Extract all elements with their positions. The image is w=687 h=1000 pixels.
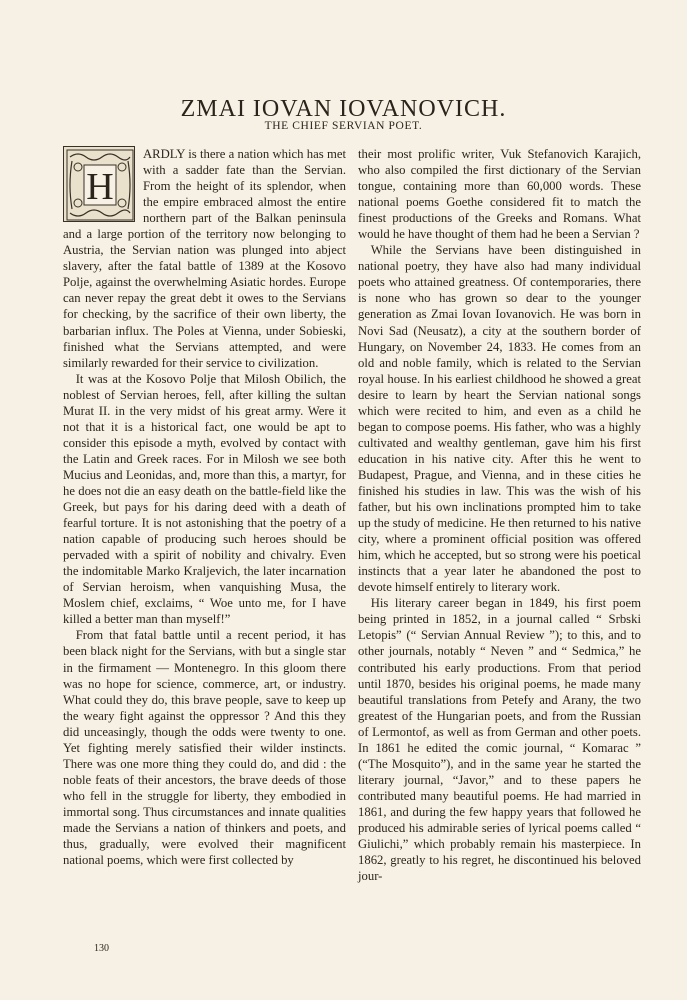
page-number: 130 [94,943,109,954]
right-column [358,146,641,884]
article-title: ZMAI IOVAN IOVANOVICH. [180,96,507,123]
initial-letter: H [86,166,114,208]
left-column [63,146,346,868]
ornament-icon [64,147,136,223]
paragraph: His literary career began in 1849, his first poem being printed in 1852, in a journal called “ Srbski Letopis” (“ Servian Annual Review ”); to this, and to other journals, notably “ Neven ” and “ Sedmica,” he contributed his early productions. From that period until 1870, besides his original poems, he made many beautiful translations from Petefy and Arany, the two greatest of the Hungarian poets, and from the Russian of Lermontof, as well as from German and other poets. In 1861 he edited the comic journal, “ Komarac ” (“The Mosquito”), and in the same year he started the literary journal, “Javor,” and to these papers he contributed many beautiful poems. He had married in 1861, and during the few happy years that followed he produced his admirable series of lyrical poems called “ Giulichi,” which probably remain his masterpiece. In 1862, greatly to his regret, he discontinued his beloved jour- [358,596,641,884]
decorated-initial [63,146,135,222]
paragraph: From that fatal battle until a recent period, it has been black night for the Servians, with but a single star in the firmament — Montenegro. In this gloom there was no hope for science, commerce, art, or industry. What could they do, this brave people, save to keep up the weary fight against the oppressor ? And this they did unceasingly, though the odds were twenty to one. Yet fighting merely satisfied their wilder instincts. There was one more thing they could do, and did : the noble feats of their ancestors, the brave deeds of those who fell in the struggle for liberty, they embodied in immortal song. Thus circumstances and innate qualities made the Servians a nation of thinkers and poets, and thus, gradually, were evolved their magnificent national poems, which were first collected by [63,628,346,868]
paragraph: While the Servians have been distinguished in national poetry, they have also had many individual poets who attained greatness. Of contemporaries, there is none who has grown so dear to the younger generation as Zmai Iovan Iovanovich. He was born in Novi Sad (Neusatz), a city at the southern border of Hungary, on November 24, 1833. He comes from an old and noble family, which is related to the Servian royal house. In his earliest childhood he showed a great desire to learn by heart the Servian national songs which were recited to him, and even as a child he began to compose poems. His father, who was a highly cultivated and wealthy gentleman, gave him his first education in his native city. After this he went to Budapest, Prague, and Vienna, and in these cities he finished his studies in law. This was the wish of his father, but his own inclinations prompted him to take up the study of medicine. He then returned to his native city, where a prominent official position was offered him, which he accepted, but so strong were his poetical instincts that a year later he abandoned the post to devote himself entirely to literary work. [358,243,641,595]
paragraph: It was at the Kosovo Polje that Milosh Obilich, the noblest of Servian heroes, fell, after killing the sultan Murat II. in the very midst of his great army. Were it not that it is a historical fact, one would be apt to consider this episode a myth, evolved by contact with the Latin and Greek races. For in Milosh we see both Mucius and Leonidas, and, more than this, a martyr, for he does not die an easy death on the battle-field like the Greek, but pays for his daring deed with a death of fearful torture. It is not astonishing that the poetry of a nation capable of producing such heroes should be pervaded with a spirit of nobility and chivalry. Even the indomitable Marko Kraljevich, the later incarnation of Servian heroism, when vanquishing Musa, the Moslem chief, exclaims, “ Woe unto me, for I have killed a better man than myself!” [63,371,346,627]
paragraph: ARDLY is there a nation which has met with a sadder fate than the Servian. From the height of its splendor, when the empire embraced almost the entire northern part of the Balkan peninsula and a large portion of the territory now belonging to Austria, the Servian nation was plunged into abject slavery, after the fatal battle of 1389 at the Kosovo Polje, against the overwhelming Asiatic hordes. Europe can never repay the great debt it owes to the Servians for checking, by the sacrifice of their own liberty, the barbarian influx. The Poles at Vienna, under Sobieski, finished what the Servians attempted, and were similarly rewarded for their service to civilization. [63,147,346,370]
paragraph: their most prolific writer, Vuk Stefanovich Karajich, who also compiled the first dictionary of the Servian tongue, containing more than 60,000 words. These national poems Goethe considered fit to match the finest productions of the Greeks and Romans. What would he have thought of them had he been a Servian ? [358,147,641,242]
article-subtitle: THE CHIEF SERVIAN POET. [264,120,423,132]
